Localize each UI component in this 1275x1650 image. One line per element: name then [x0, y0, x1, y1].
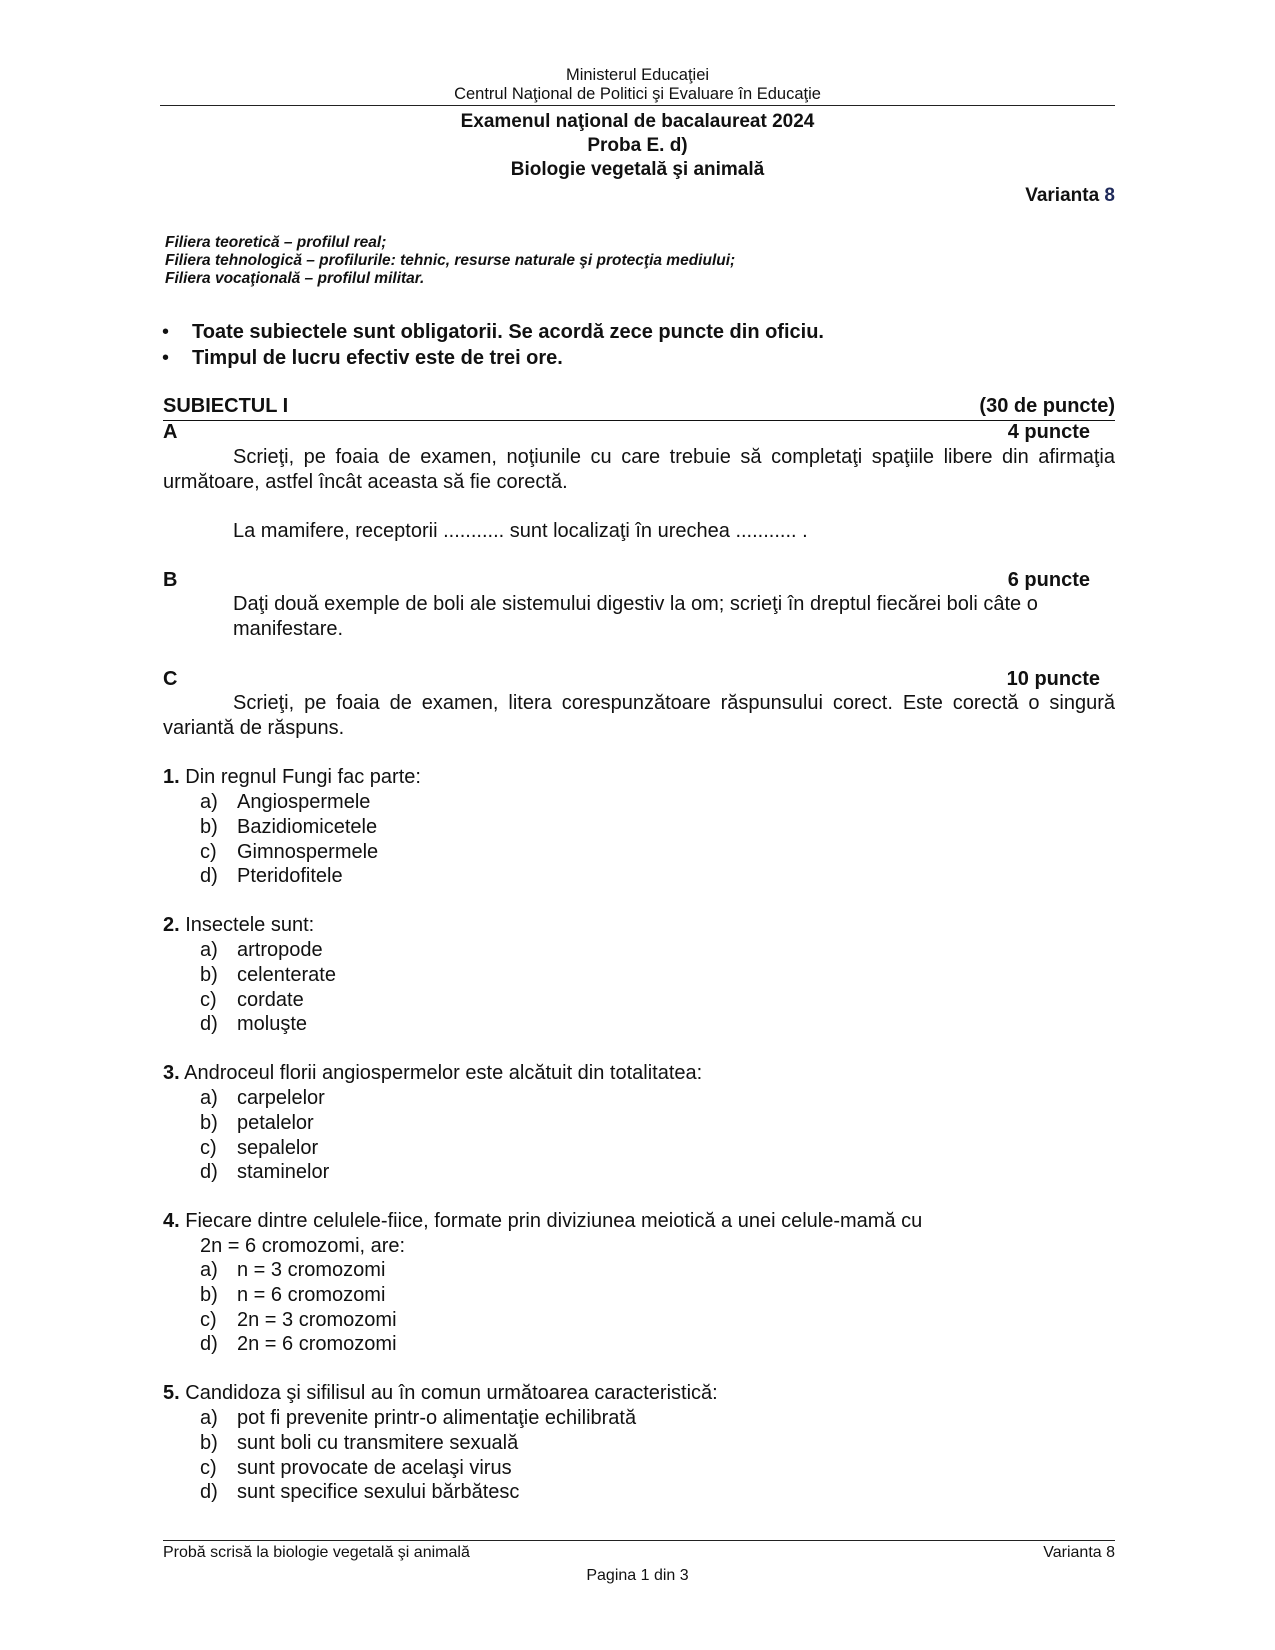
section-c-points: 10 puncte: [1006, 668, 1100, 690]
variant-label: Varianta 8: [1025, 185, 1115, 206]
option: b) n = 6 cromozomi: [200, 1283, 386, 1306]
option: d) 2n = 6 cromozomi: [200, 1333, 397, 1356]
question-4: 4. Fiecare dintre celulele-fiice, formate prin diviziunea meiotică a unei celule-mamă cu: [163, 1210, 923, 1232]
question-5-options: [200, 1406, 636, 1505]
footer-right: Varianta 8: [1043, 1544, 1115, 1561]
section-a-instruction: Scrieţi, pe foaia de examen, noţiunile cu care trebuie să completaţi spaţiile libere din afirmaţia următoare, astfel încât aceasta să fie corectă.: [163, 446, 1115, 493]
section-c-instruction: Scrieţi, pe foaia de examen, litera corespunzătoare răspunsului corect. Este corectă o singură variantă de răspuns.: [163, 692, 1115, 739]
option: a) artropode: [200, 939, 323, 961]
question-2-options: [200, 938, 336, 1037]
question-1-options: [200, 790, 378, 889]
option: b) sunt boli cu transmitere sexuală: [200, 1431, 519, 1454]
header-ministry: Ministerul Educaţiei: [565, 66, 710, 84]
question-4-options: [200, 1258, 397, 1357]
question-4-continued: 2n = 6 cromozomi, are:: [200, 1235, 406, 1257]
header-rule: [160, 105, 1115, 106]
option: a) carpelelor: [200, 1087, 325, 1109]
rule-item: • Toate subiectele sunt obligatorii. Se acordă zece puncte din oficiu.: [162, 321, 824, 343]
subject-name: SUBIECTUL I: [163, 395, 289, 417]
exam-probe: Proba E. d): [587, 135, 688, 156]
question-2: 2. Insectele sunt:: [163, 914, 315, 936]
option: d) moluşte: [200, 1013, 308, 1036]
exam-subject: Biologie vegetală şi animală: [510, 159, 765, 180]
section-b-points: 6 puncte: [1007, 569, 1090, 591]
question-5: 5. Candidoza şi sifilisul au în comun următoarea caracteristică:: [163, 1382, 718, 1404]
option: b) petalelor: [200, 1111, 314, 1134]
question-3-options: [200, 1086, 329, 1185]
option: c) 2n = 3 cromozomi: [200, 1308, 397, 1331]
section-a-points: 4 puncte: [1007, 421, 1090, 443]
option: d) Pteridofitele: [200, 865, 343, 888]
option: a) n = 3 cromozomi: [200, 1259, 386, 1281]
option: c) sunt provocate de acelaşi virus: [200, 1456, 512, 1479]
header-center: Centrul Naţional de Politici şi Evaluare în Educaţie: [454, 85, 821, 103]
option: b) celenterate: [200, 963, 336, 986]
option: d) sunt specifice sexului bărbătesc: [200, 1481, 520, 1504]
footer-left: Probă scrisă la biologie vegetală şi animală: [163, 1544, 470, 1561]
section-b-instruction: Daţi două exemple de boli ale sistemului digestiv la om; scrieţi în dreptul fiecărei boli câte o manifestare.: [233, 593, 1038, 640]
rule-item: • Timpul de lucru efectiv este de trei ore.: [162, 347, 563, 369]
option: c) Gimnospermele: [200, 840, 379, 863]
footer-rule: [163, 1540, 1115, 1541]
section-a-label: A: [163, 421, 178, 443]
section-b-label: B: [163, 569, 178, 591]
subject-heading: [163, 394, 1115, 421]
exam-title: Examenul naţional de bacalaureat 2024: [460, 111, 815, 132]
option: b) Bazidiomicetele: [200, 815, 378, 838]
option: a) pot fi prevenite printr-o alimentaţie echilibrată: [200, 1407, 637, 1429]
variant-number: 8: [1104, 185, 1115, 206]
page-number: Pagina 1 din 3: [586, 1567, 689, 1584]
option: c) sepalelor: [200, 1136, 319, 1159]
subject-points: (30 de puncte): [979, 395, 1115, 417]
option: d) staminelor: [200, 1161, 330, 1184]
filiera-tehnologica: Filiera tehnologică – profilurile: tehnic, resurse naturale şi protecţia mediului;: [165, 252, 736, 269]
filiera-vocationala: Filiera vocaţională – profilul militar.: [165, 270, 425, 287]
section-a-statement: La mamifere, receptorii ........... sunt localizaţi în urechea ........... .: [233, 520, 808, 542]
filiera-teoretica: Filiera teoretică – profilul real;: [165, 234, 387, 251]
option: a) Angiospermele: [200, 791, 371, 813]
option: c) cordate: [200, 988, 304, 1011]
question-1: 1. Din regnul Fungi fac parte:: [163, 766, 421, 788]
question-3: 3. Androceul florii angiospermelor este alcătuit din totalitatea:: [163, 1062, 703, 1084]
section-c-label: C: [163, 668, 178, 690]
